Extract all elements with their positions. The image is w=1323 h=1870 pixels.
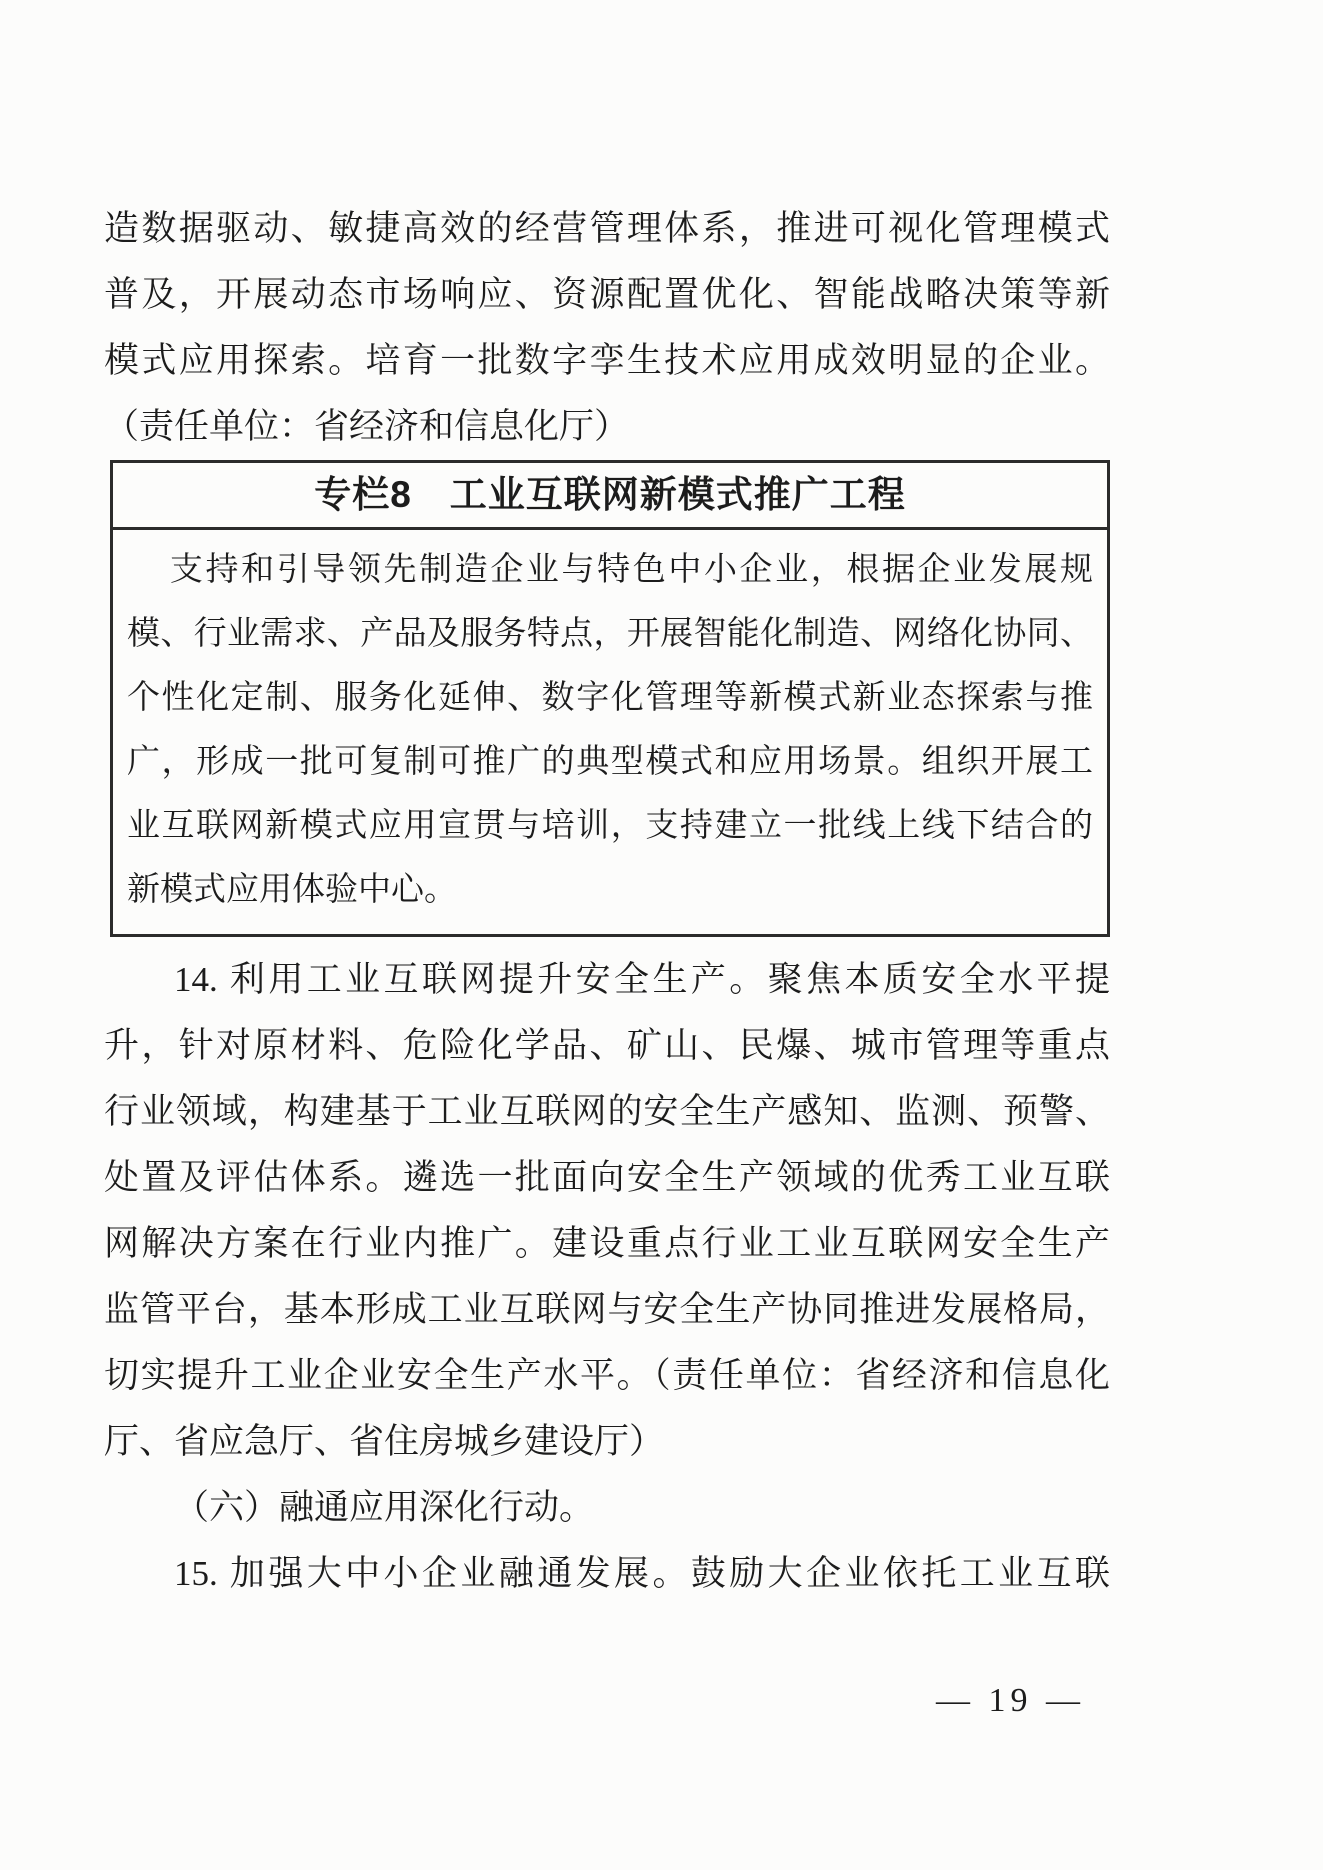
section-heading-six (104, 1475, 1110, 1541)
text-line: 模式应用探索。培育一批数字孪生技术应用成效明显的企业。 (104, 341, 1110, 380)
box-text-line: 广，形成一批可复制可推广的典型模式和应用场景。组织开展工 (127, 744, 1093, 780)
box-text-line: 业互联网新模式应用宣贯与培训，支持建立一批线上线下结合的 (127, 808, 1093, 844)
text-line: 升，针对原材料、危险化学品、矿山、民爆、城市管理等重点 (104, 1026, 1110, 1065)
box-text-line: 模、行业需求、产品及服务特点，开展智能化制造、网络化协同、 (127, 616, 1093, 652)
text-line: 监管平台，基本形成工业互联网与安全生产协同推进发展格局， (104, 1290, 1110, 1329)
text-line-responsible-unit: （责任单位：省经济和信息化厅） (104, 407, 630, 446)
box-text-line: 新模式应用体验中心。 (127, 872, 457, 908)
feature-box-title: 专栏8 工业互联网新模式推广工程 (113, 463, 1107, 530)
text-line: 造数据驱动、敏捷高效的经营管理体系，推进可视化管理模式 (104, 209, 1110, 248)
box-text-line: 支持和引导领先制造企业与特色中小企业，根据企业发展规 (169, 552, 1093, 588)
feature-box-body (113, 530, 1107, 934)
paragraph-digital-twin (104, 196, 1110, 460)
text-line: 处置及评估体系。遴选一批面向安全生产领域的优秀工业互联 (104, 1158, 1110, 1197)
paragraph-14 (104, 947, 1110, 1475)
box-text-line: 个性化定制、服务化延伸、数字化管理等新模式新业态探索与推 (127, 680, 1093, 716)
feature-box-column-8 (110, 460, 1110, 937)
text-line: 网解决方案在行业内推广。建设重点行业工业互联网安全生产 (104, 1224, 1110, 1263)
text-line: 普及，开展动态市场响应、资源配置优化、智能战略决策等新 (104, 275, 1110, 314)
heading-line: （六）融通应用深化行动。 (174, 1488, 595, 1527)
text-line: 行业领域，构建基于工业互联网的安全生产感知、监测、预警、 (104, 1092, 1110, 1131)
paragraph-15 (104, 1541, 1110, 1607)
text-line: 切实提升工业企业安全生产水平。（责任单位：省经济和信息化 (104, 1356, 1110, 1395)
page-number: — 19 — (936, 1682, 1085, 1719)
text-line: 15. 加强大中小企业融通发展。鼓励大企业依托工业互联 (174, 1554, 1110, 1593)
text-line: 14. 利用工业互联网提升安全生产。聚焦本质安全水平提 (174, 960, 1110, 999)
text-column (104, 196, 1110, 1607)
text-line-responsible-unit: 厅、省应急厅、省住房城乡建设厅） (104, 1422, 665, 1461)
